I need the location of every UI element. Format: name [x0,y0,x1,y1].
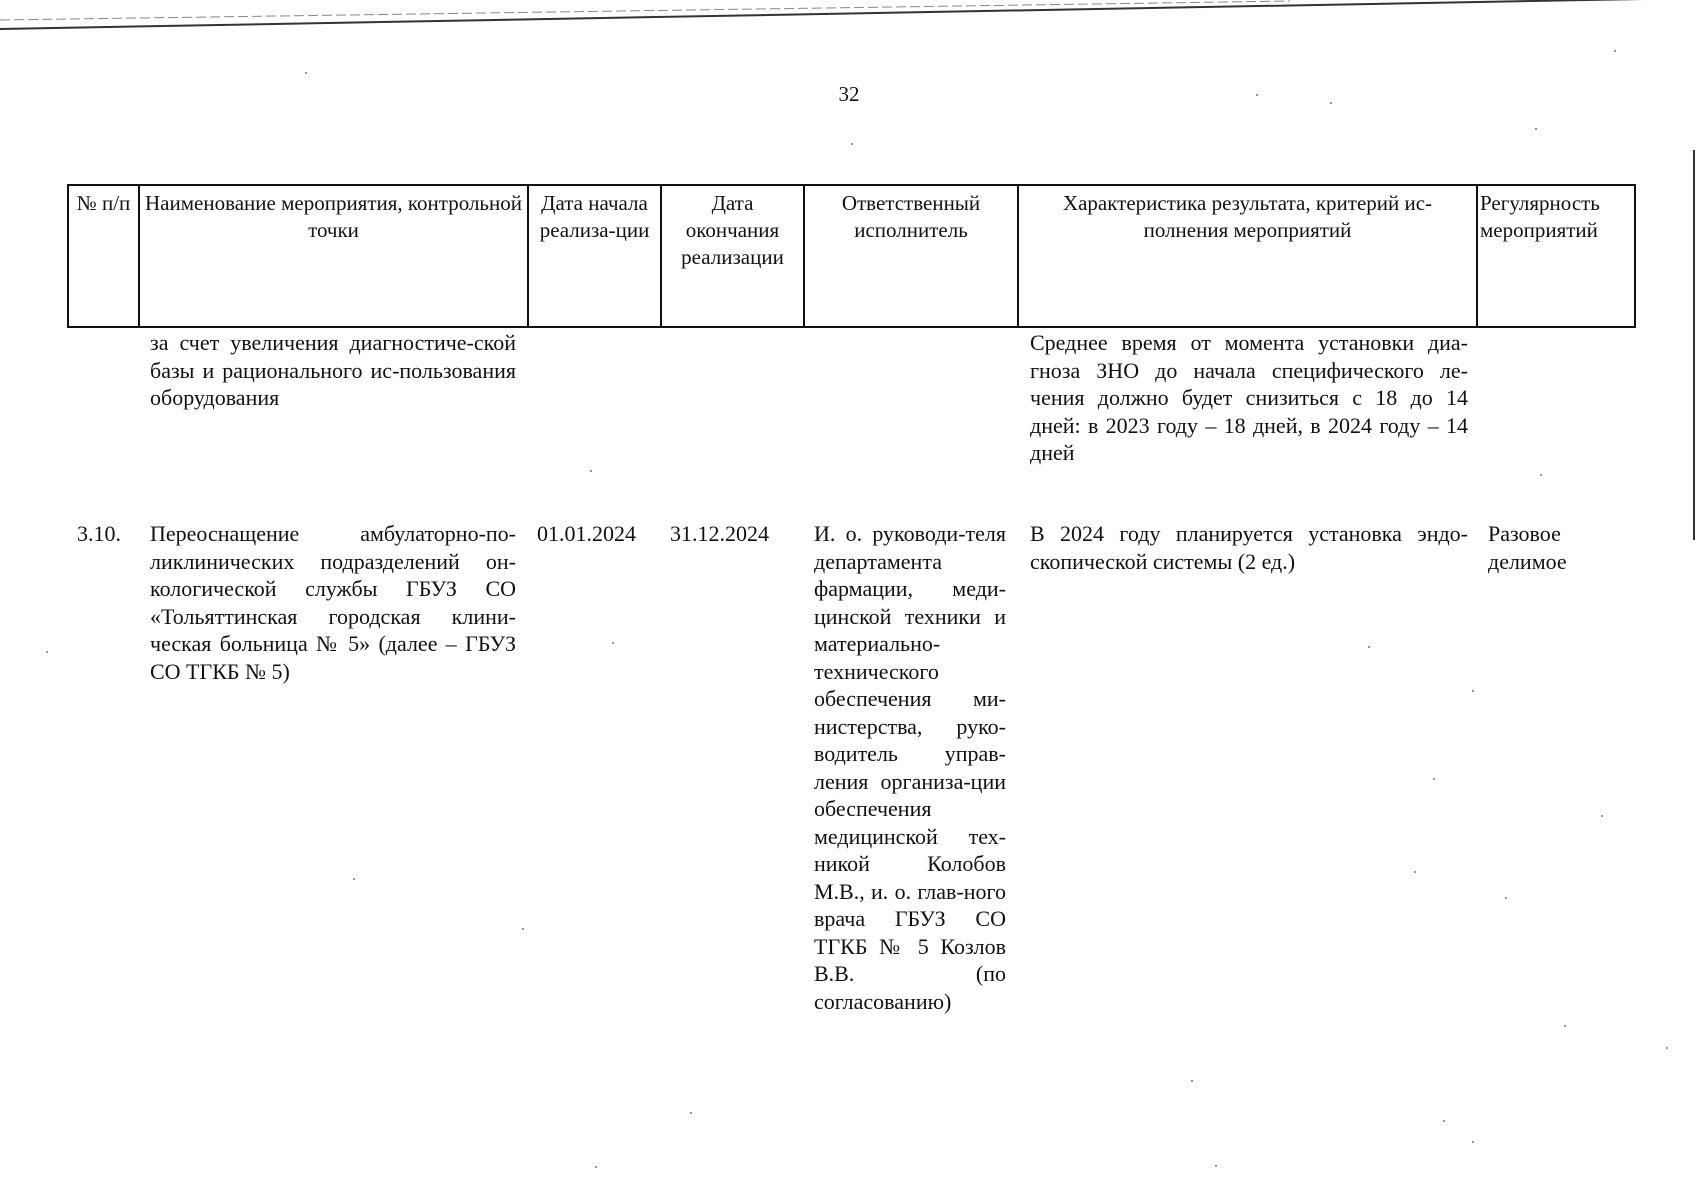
header-responsible: Ответственный исполнитель [804,185,1018,327]
row-result: В 2024 году планируется установка эндо-скопической системы (2 ед.) [1030,521,1468,574]
header-start-date: Дата начала реализа-ции [528,185,661,327]
continuation-name: за счет увеличения диагностиче-ской базы и рационального ис-пользования оборудования [150,330,516,410]
table-header [67,184,1636,328]
row-regularity: Разовое делимое [1488,521,1567,574]
header-name: Наименование мероприятия, контрольной точки [139,185,528,327]
header-regularity: Регулярность мероприятий [1477,185,1635,327]
header-end-date: Дата окончания реализации [661,185,804,327]
header-number: № п/п [68,185,139,327]
header-result: Характеристика результата, критерий ис-полнения мероприятий [1018,185,1477,327]
scan-edge-lines [0,0,1698,40]
row-start-date: 01.01.2024 [537,521,636,546]
row-end-date: 31.12.2024 [670,521,769,546]
row-responsible: И. о. руководи-теля департамента фармации, меди-цинской техники и материально-технического обеспечения ми-нистерства, руко-водитель управ-ления организа-ции обеспечения медицинской тех-никой Колобов М.В., и. о. глав-ного врача ГБУЗ СО ТГКБ № 5 Козлов В.В. (по согласованию) [814,521,1006,1014]
page-number: 32 [838,82,860,106]
row-name: Переоснащение амбулаторно-по-ликлинических подразделений он-кологической службы ГБУЗ СО «Тольяттинская городская клини-ческая больница № 5» (далее – ГБУЗ СО ТГКБ № 5) [150,521,516,684]
continuation-result: Среднее время от момента установки диа-гноза ЗНО до начала специфического ле-чения должно будет снизиться с 18 до 14 дней: в 2023 году – 18 дней, в 2024 году – 14 дней [1030,330,1468,465]
row-number: 3.10. [77,521,121,546]
scan-right-edge [1693,150,1695,540]
